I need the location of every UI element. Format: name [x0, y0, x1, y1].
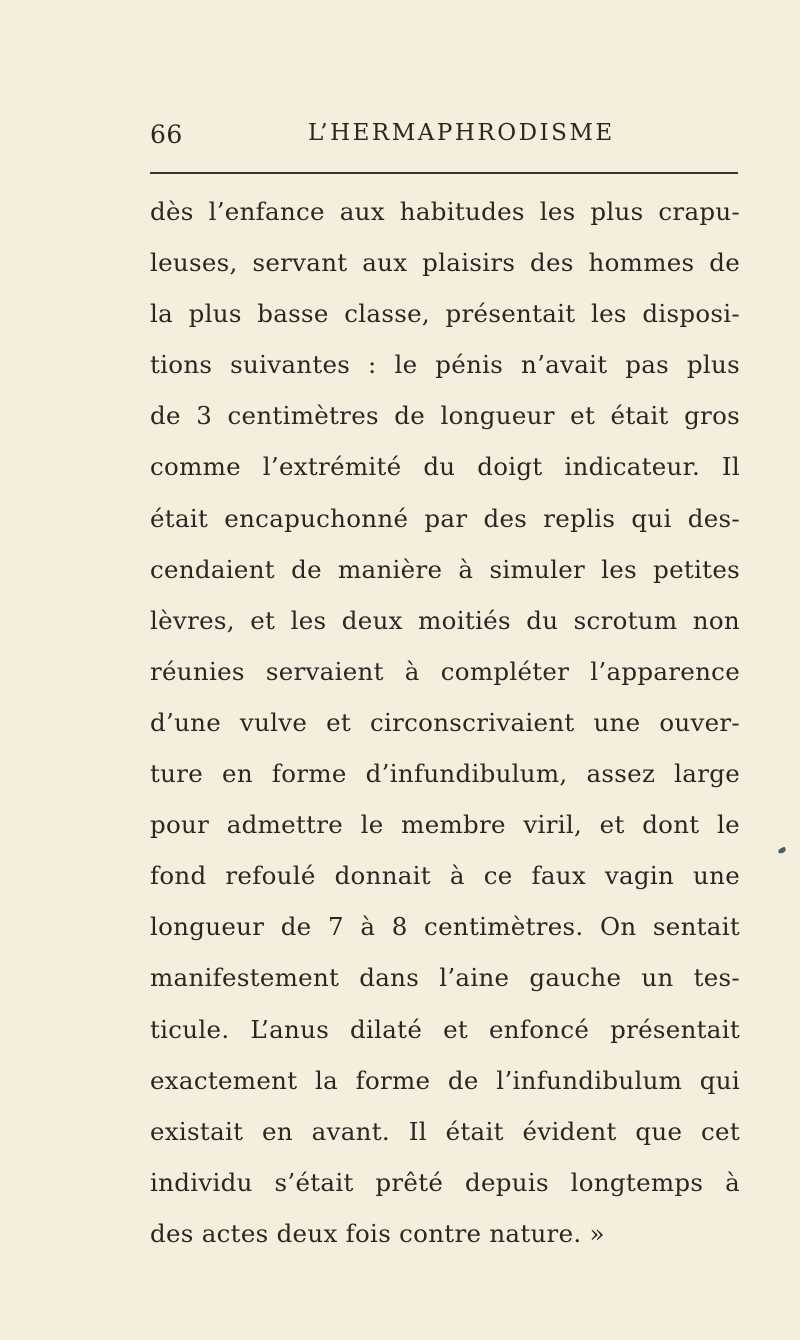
running-title: L’HERMAPHRODISME [308, 120, 615, 146]
text-line: la plus basse classe, présentait les disposi- [150, 299, 740, 329]
text-line: pour admettre le membre viril, et dont le [150, 810, 740, 840]
text-line: d’une vulve et circonscrivaient une ouver- [150, 707, 740, 737]
text-line: manifestement dans l’aine gauche un tes- [150, 963, 740, 993]
text-line: ture en forme d’infundibulum, assez large [150, 759, 740, 789]
text-line: existait en avant. Il était évident que cet [150, 1116, 740, 1146]
text-line: individu s’était prêté depuis longtemps à [150, 1167, 740, 1197]
page-number: 66 [150, 120, 183, 149]
text-line: exactement la forme de l’infundibulum qui [150, 1065, 740, 1095]
ink-speck [777, 847, 786, 855]
page-header [150, 120, 740, 160]
text-line: fond refoulé donnait à ce faux vagin une [150, 861, 740, 891]
text-line: était encapuchonné par des replis qui des- [150, 503, 740, 533]
body-text [150, 197, 740, 1270]
text-line: leuses, servant aux plaisirs des hommes de [150, 248, 740, 278]
text-line: lèvres, et les deux moitiés du scrotum non [150, 605, 740, 635]
text-line: tions suivantes : le pénis n’avait pas plus [150, 350, 740, 380]
text-line: des actes deux fois contre nature. » [150, 1218, 605, 1248]
text-line: réunies servaient à compléter l’apparence [150, 656, 740, 686]
text-line: longueur de 7 à 8 centimètres. On sentait [150, 912, 740, 942]
text-line: de 3 centimètres de longueur et était gros [150, 401, 740, 431]
header-rule [150, 172, 738, 174]
text-line: ticule. L’anus dilaté et enfoncé présentait [150, 1014, 740, 1044]
text-line: comme l’extrémité du doigt indicateur. Il [150, 452, 740, 482]
text-line: dès l’enfance aux habitudes les plus crapu- [150, 197, 740, 226]
text-line: cendaient de manière à simuler les petites [150, 554, 740, 584]
